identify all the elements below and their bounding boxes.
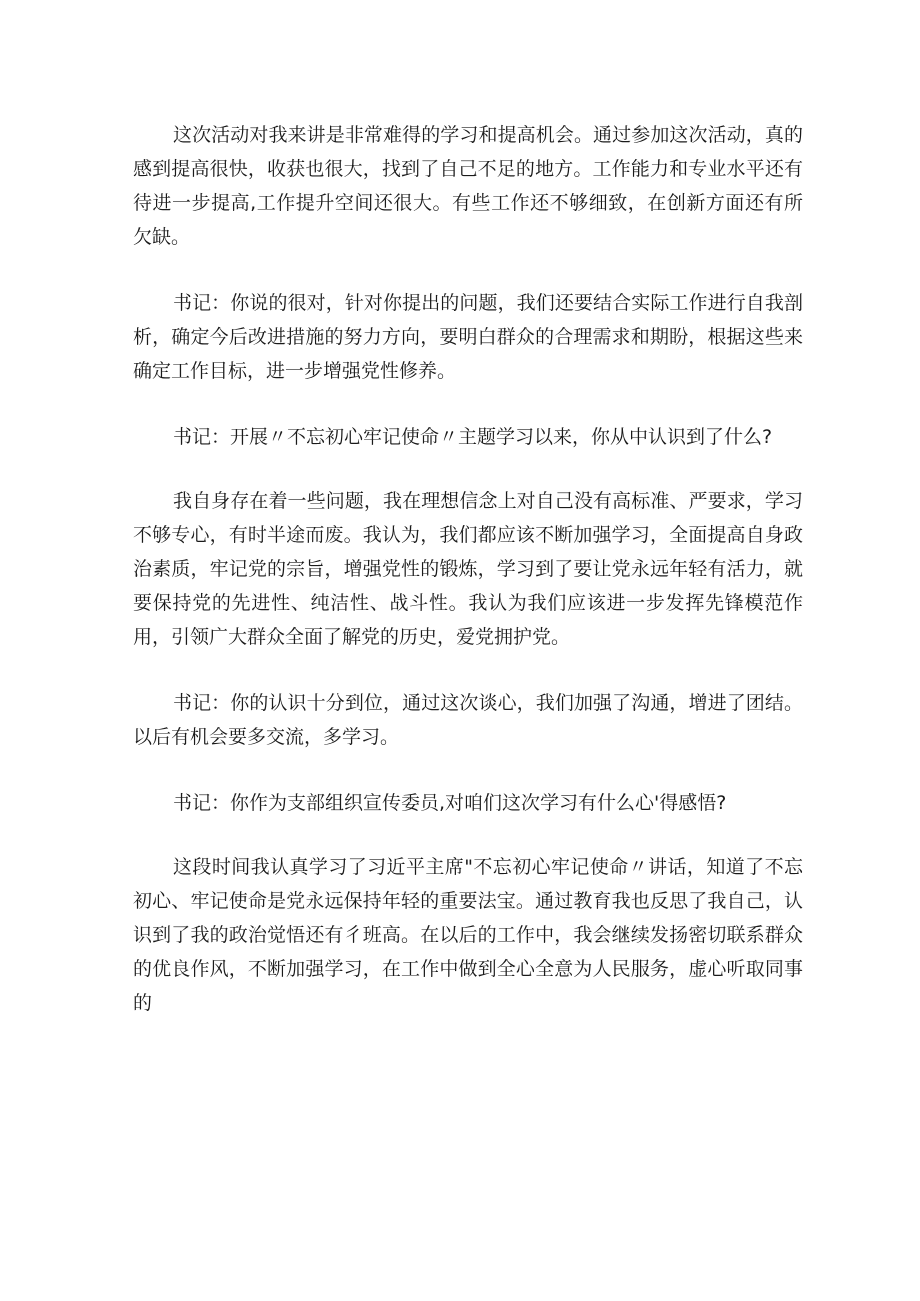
- paragraph-6: 书记：你作为支部组织宣传委员,对咱们这次学习有什么心'得感悟?: [173, 792, 727, 814]
- paragraph-2: 书记：你说的很对，针对你提出的问题，我们还要结合实际工作进行自我剖析，确定今后改进措施的努力方向，要明白群众的合理需求和期盼，根据这些来确定工作目标，进一步增强党性修养。: [133, 292, 803, 382]
- paragraph-4: 我自身存在着一些问题，我在理想信念上对自己没有高标准、严要求，学习不够专心，有时半途而废。我认为，我们都应该不断加强学习，全面提高自身政治素质，牢记党的宗旨，增强党性的锻炼，学习到了要让党永远年轻有活力，就要保持党的先进性、纯洁性、战斗性。我认为我们应该进一步发挥先锋模范作用，引领广大群众全面了解党的历史，爱党拥护党。: [133, 490, 803, 648]
- paragraph-5: 书记：你的认识十分到位，通过这次谈心，我们加强了沟通，增进了团结。以后有机会要多交流，多学习。: [133, 692, 803, 748]
- paragraph-3: 书记：开展〃不忘初心牢记使命〃主题学习以来，你从中认识到了什么?: [173, 426, 773, 448]
- paragraph-1: 这次活动对我来讲是非常难得的学习和提高机会。通过参加这次活动，真的感到提高很快，收获也很大，找到了自己不足的地方。工作能力和专业水平还有待进一步提高,工作提升空间还很大。有些工作还不够细致，在创新方面还有所欠缺。: [133, 124, 803, 248]
- document-body: [133, 118, 803, 1052]
- paragraph-7: 这段时间我认真学习了习近平主席"不忘初心牢记使命〃讲话，知道了不忘初心、牢记使命是党永远保持年轻的重要法宝。通过教育我也反思了我自己，认识到了我的政治觉悟还有彳班高。在以后的工作中，我会继续发扬密切联系群众的优良作风，不断加强学习，在工作中做到全心全意为人民服务，虚心听取同事的: [133, 856, 803, 1014]
